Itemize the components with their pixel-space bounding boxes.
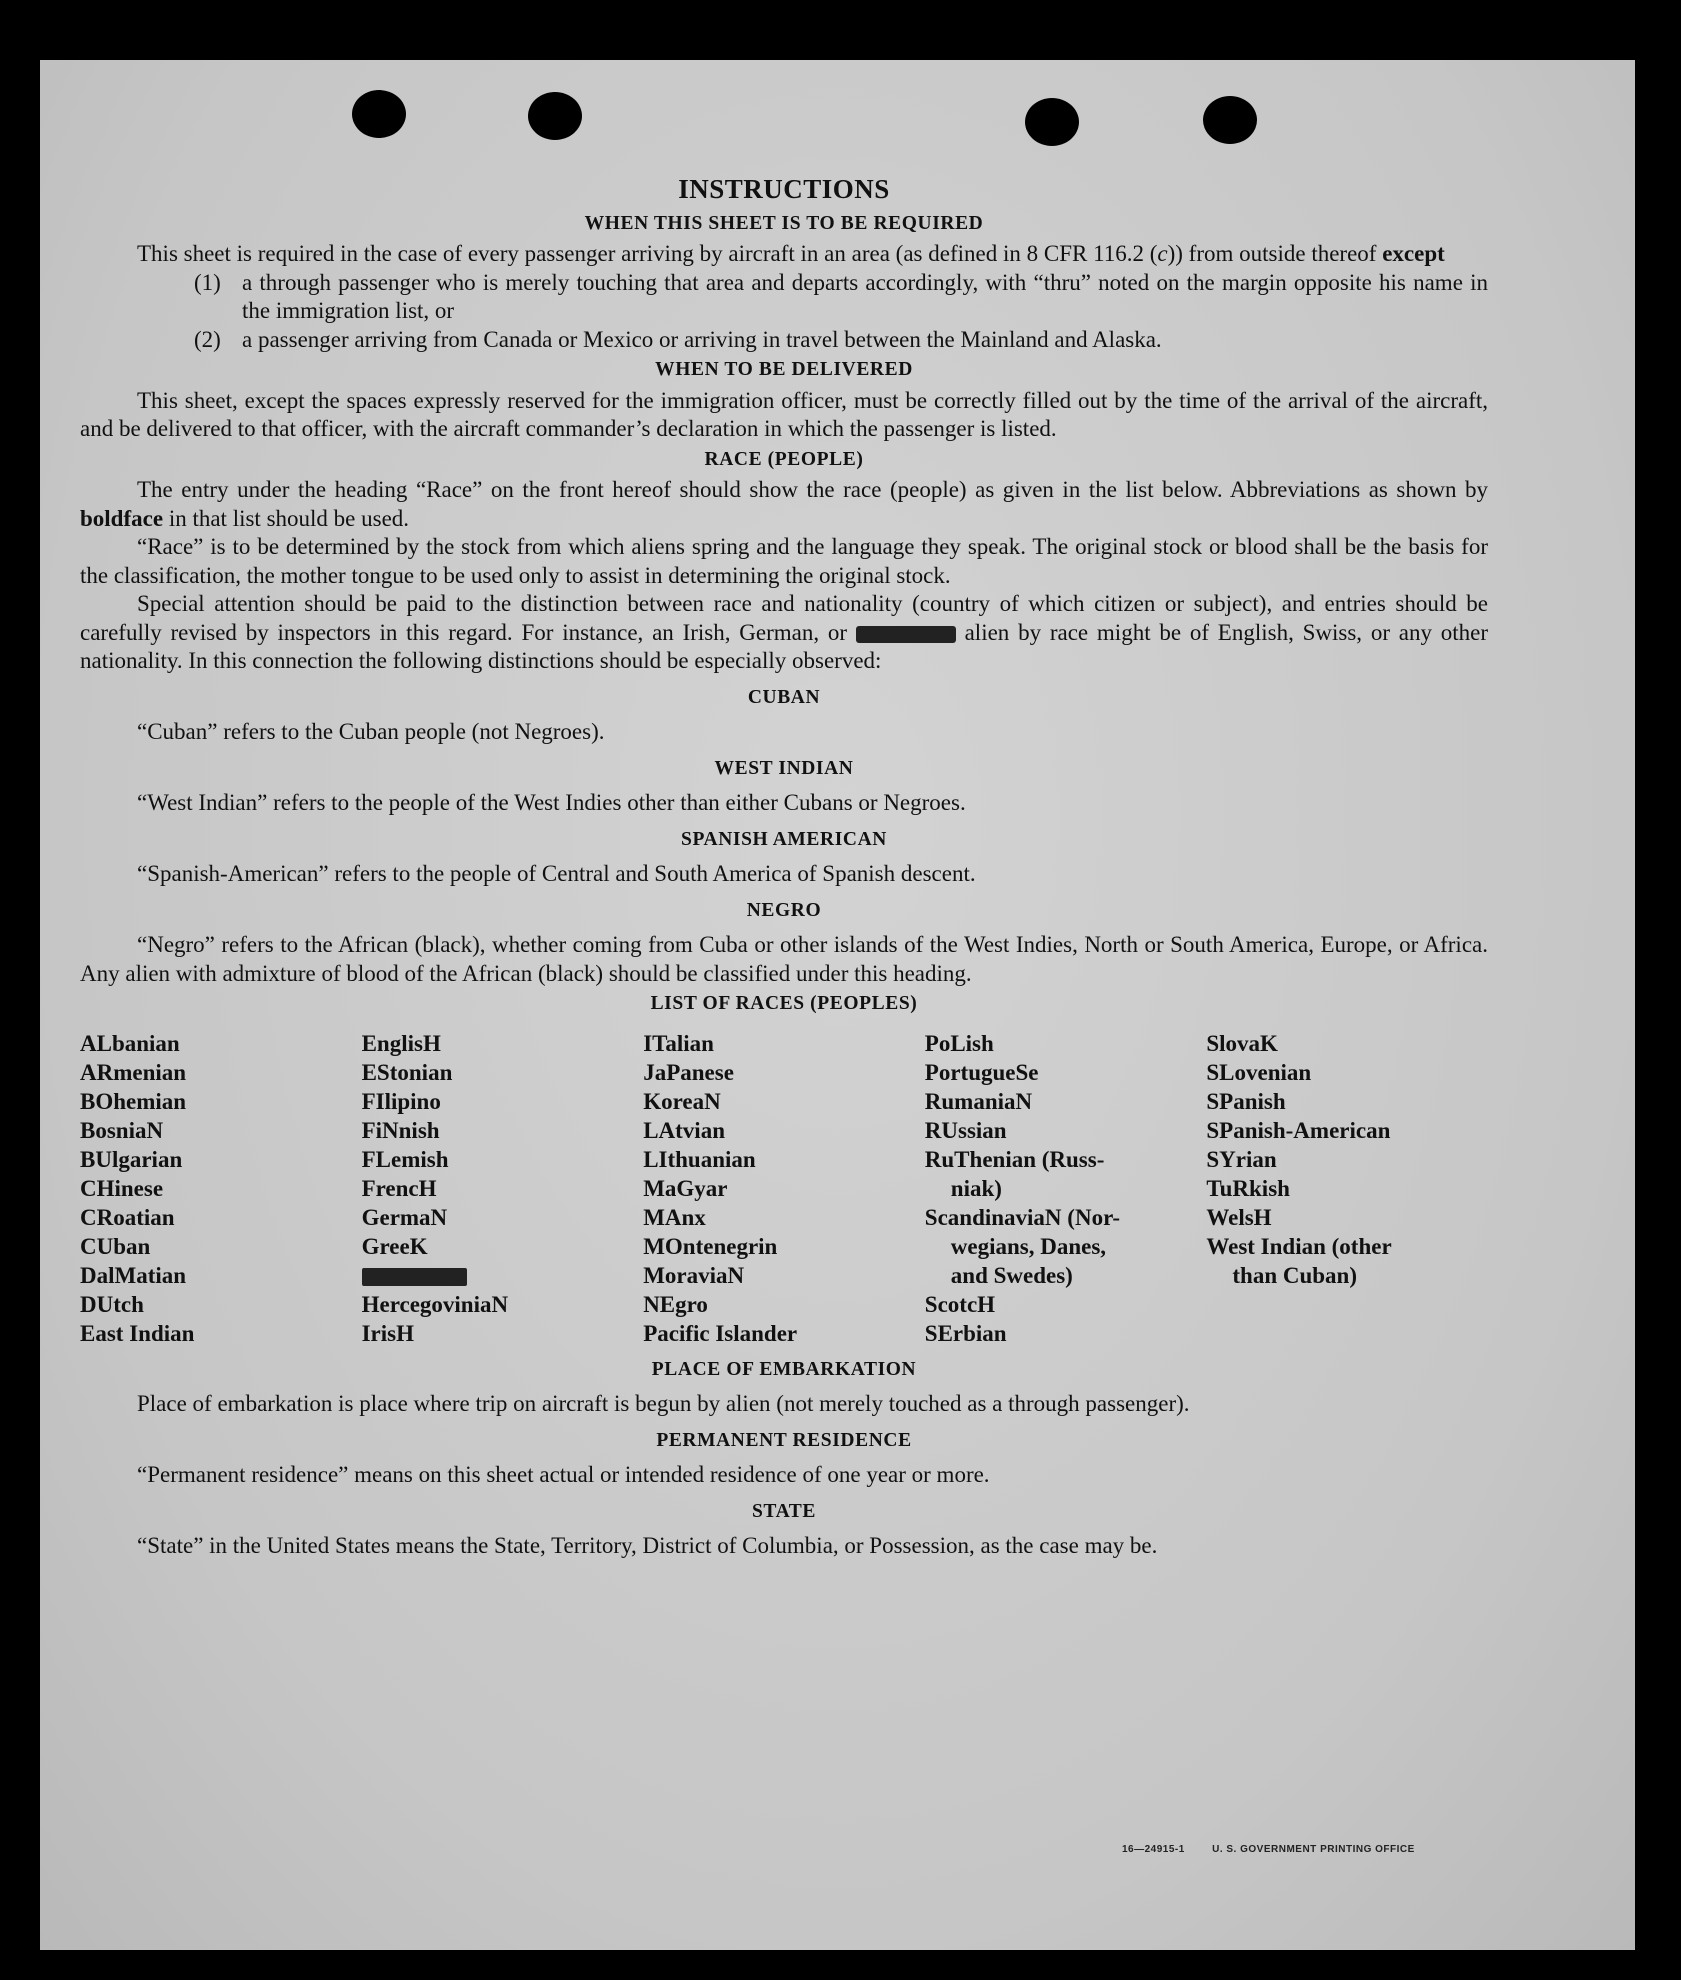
race-entry: CRoatian (80, 1204, 175, 1230)
heading-negro: NEGRO (746, 899, 822, 921)
race-paragraph-1 (80, 476, 1488, 533)
exception-item (80, 269, 1488, 326)
race-entry: RUssian (924, 1117, 1007, 1143)
races-column (362, 1029, 644, 1348)
race-entry: PortugueSe (924, 1059, 1039, 1085)
delivered-text: This sheet, except the spaces expressly reserved for the immigration officer, must be correctly filled out by the time of the arrival of the aircraft, and be delivered to that officer, with the aircraft commander’s declaration in which the passenger is listed. (80, 387, 1488, 441)
race-entry: EStonian (361, 1059, 453, 1085)
printer-imprint: U. S. GOVERNMENT PRINTING OFFICE (1212, 1844, 1415, 1855)
race-entry: GermaN (361, 1204, 448, 1230)
punch-hole (352, 90, 406, 138)
race-entry: ARmenian (80, 1059, 187, 1085)
required-intro-text-2: )) from outside thereof (1167, 241, 1383, 266)
race-entry: SErbian (924, 1320, 1007, 1346)
spanish-american-text: “Spanish-American” refers to the people of Central and South America of Spanish descent. (137, 861, 976, 886)
races-list (80, 1029, 1488, 1348)
races-column (643, 1029, 925, 1348)
heading-embarkation: PLACE OF EMBARKATION (651, 1358, 917, 1380)
heading-permanent-residence: PERMANENT RESIDENCE (656, 1429, 912, 1451)
heading-spanish-american: SPANISH AMERICAN (681, 828, 887, 850)
exception-text: a passenger arriving from Canada or Mexico or arriving in travel between the Mainland and Alaska. (242, 326, 1162, 352)
heading-list-of-races: LIST OF RACES (PEOPLES) (650, 993, 918, 1014)
race-p1-text: The entry under the heading “Race” on the front hereof should show the race (people) as given in the list below. Abbreviations as shown by (137, 477, 1488, 502)
race-entry-continued: and Swedes) (950, 1262, 1073, 1288)
west-indian-text: “West Indian” refers to the people of the West Indies other than either Cubans or Negroes. (137, 790, 966, 815)
race-entry: ScotcH (924, 1291, 996, 1317)
race-entry-redacted (362, 1261, 644, 1290)
race-entry: FIlipino (361, 1088, 441, 1114)
cuban-text: “Cuban” refers to the Cuban people (not Negroes). (137, 719, 605, 744)
race-entry: MAnx (643, 1204, 706, 1230)
race-entry: SYrian (1206, 1146, 1277, 1172)
races-column (925, 1029, 1207, 1348)
race-p3-text: Special attention should be paid to the distinction between race and nationality (country of which citizen or subject), and entries should be carefully revised by inspectors in this regard. For instance, an Irish, German, or (80, 591, 1488, 645)
required-intro-bold: except (1382, 241, 1445, 266)
race-entry: ITalian (643, 1030, 714, 1056)
form-number: 16—24915-1 (1122, 1844, 1185, 1855)
redaction-mark (362, 1268, 467, 1286)
punch-hole (1203, 96, 1257, 144)
race-p3-text-2: alien by race might be of English, Swiss, or any other nationality. In this connection the following distinctions should be especially observed: (80, 619, 1489, 673)
race-entry: CHinese (80, 1175, 164, 1201)
race-p1-text-2: in that list should be used. (163, 505, 410, 531)
race-p1-bold: boldface (80, 505, 164, 531)
race-entry: ScandinaviaN (Nor- (924, 1204, 1121, 1230)
races-column (80, 1029, 362, 1348)
race-entry-continued: wegians, Danes, (950, 1233, 1107, 1259)
race-entry: DUtch (80, 1291, 144, 1317)
race-entry-continued: niak) (950, 1175, 1002, 1201)
race-entry: BosniaN (80, 1117, 164, 1143)
page-title: INSTRUCTIONS (678, 174, 890, 204)
required-intro (80, 240, 1488, 269)
instructions-content (80, 175, 1488, 1561)
race-entry: East Indian (80, 1320, 195, 1346)
race-entry: GreeK (361, 1233, 428, 1259)
race-entry: Pacific Islander (643, 1320, 798, 1346)
punch-hole (1025, 98, 1079, 146)
state-text: “State” in the United States means the State, Territory, District of Columbia, or Possession, as the case may be. (137, 1533, 1158, 1558)
heading-delivered: WHEN TO BE DELIVERED (655, 359, 913, 380)
race-entry: LIthuanian (643, 1146, 756, 1172)
race-entry: SPanish-American (1206, 1117, 1391, 1143)
exception-text: a through passenger who is merely touching that area and departs accordingly, with “thru” noted on the margin opposite his name in the immigration list, or (242, 269, 1488, 323)
race-entry: RumaniaN (924, 1088, 1033, 1114)
race-entry: RuThenian (Russ- (924, 1146, 1105, 1172)
race-entry: SPanish (1206, 1088, 1286, 1114)
race-paragraph-3 (80, 590, 1488, 676)
race-entry: HercegoviniaN (361, 1291, 509, 1317)
embarkation-text: Place of embarkation is place where trip on aircraft is begun by alien (not merely touched as a through passenger). (137, 1391, 1190, 1416)
residence-text: “Permanent residence” means on this sheet actual or intended residence of one year or more. (137, 1462, 990, 1487)
race-entry: West Indian (other (1206, 1233, 1392, 1259)
required-intro-italic: c (1157, 241, 1168, 266)
race-entry: FiNnish (361, 1117, 440, 1143)
race-entry: FrencH (361, 1175, 437, 1201)
punch-hole (528, 92, 582, 140)
race-entry: EnglisH (361, 1030, 441, 1056)
race-entry: SLovenian (1206, 1059, 1312, 1085)
heading-required: WHEN THIS SHEET IS TO BE REQUIRED (584, 212, 984, 234)
race-entry: ALbanian (80, 1030, 180, 1056)
exception-number: (2) (194, 326, 221, 352)
required-intro-text: This sheet is required in the case of every passenger arriving by aircraft in an area (as defined in 8 CFR 116.2 ( (137, 241, 1158, 266)
race-entry: IrisH (361, 1320, 414, 1346)
race-paragraph-2: “Race” is to be determined by the stock from which aliens spring and the language they speak. The original stock or blood shall be the basis for the classification, the mother tongue to be used only to assist in determining the original stock. (80, 534, 1488, 588)
redaction-mark (856, 626, 956, 643)
race-entry: WelsH (1206, 1204, 1272, 1230)
heading-state: STATE (751, 1500, 817, 1522)
race-entry: DalMatian (80, 1262, 187, 1288)
race-entry: TuRkish (1206, 1175, 1290, 1201)
race-entry: MaGyar (643, 1175, 728, 1201)
races-column (1206, 1029, 1488, 1348)
race-entry: PoLish (924, 1030, 994, 1056)
race-entry: BOhemian (80, 1088, 187, 1114)
race-entry: MoraviaN (643, 1262, 745, 1288)
race-entry: BUlgarian (80, 1146, 183, 1172)
exception-item (80, 326, 1488, 355)
race-entry: LAtvian (643, 1117, 725, 1143)
heading-race: RACE (PEOPLE) (704, 448, 864, 470)
race-entry-continued: than Cuban) (1232, 1262, 1358, 1288)
heading-west-indian: WEST INDIAN (714, 757, 854, 779)
exception-number: (1) (194, 269, 221, 295)
print-footer (1122, 1844, 1415, 1855)
race-entry: SlovaK (1206, 1030, 1278, 1056)
race-entry: FLemish (361, 1146, 449, 1172)
race-entry: MOntenegrin (643, 1233, 778, 1259)
heading-cuban: CUBAN (747, 686, 821, 708)
race-entry: CUban (80, 1233, 151, 1259)
race-entry: NEgro (643, 1291, 708, 1317)
race-entry: KoreaN (643, 1088, 721, 1114)
negro-text: “Negro” refers to the African (black), whether coming from Cuba or other islands of the West Indies, North or South America, Europe, or Africa. Any alien with admixture of blood of the African (black) should be classified under this heading. (80, 932, 1488, 986)
race-entry: JaPanese (643, 1059, 734, 1085)
